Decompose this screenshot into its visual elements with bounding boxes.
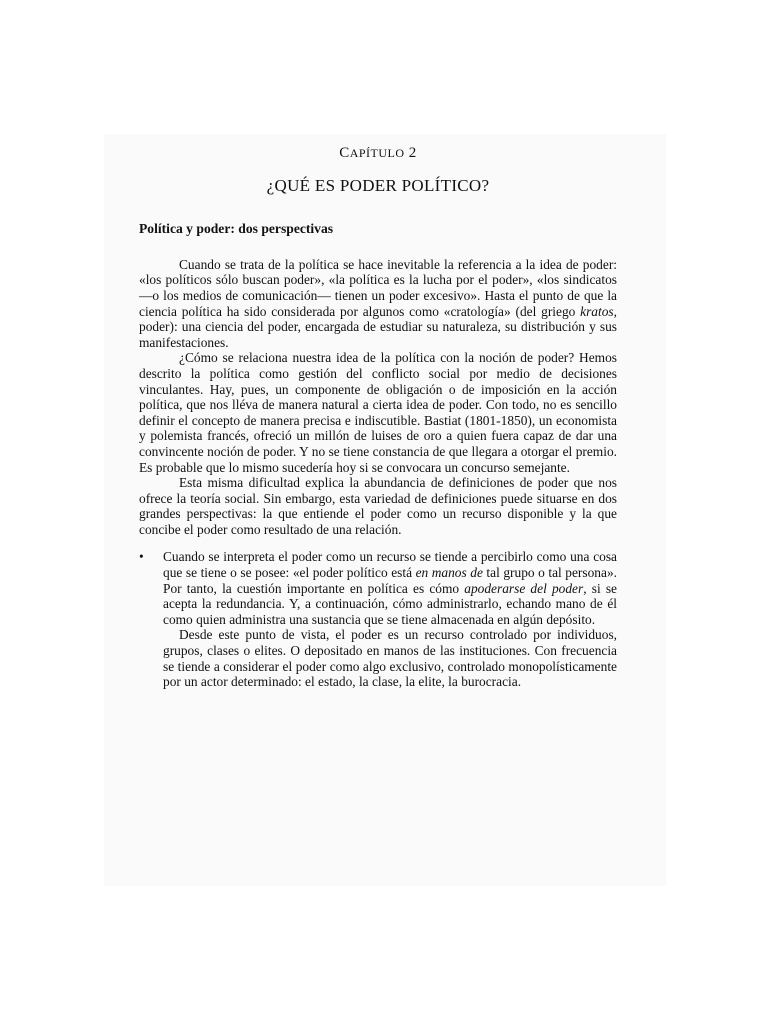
chapter-label	[139, 146, 617, 162]
page-text	[139, 140, 617, 690]
paragraph-1-end: , poder): una ciencia del poder, encargada de estudiar su naturaleza, su distribución y sus manifestaciones.	[139, 303, 617, 350]
bullet-paragraph-2: Desde este punto de vista, el poder es un recurso controlado por individuos, grupos, clases o elites. O depositado en manos de las instituciones. Con frecuencia se tiende a considerar el poder como algo exclusivo, controlado monopolísticamente por un actor determinado: el estado, la clase, la elite, la burocracia.	[163, 627, 617, 690]
paragraph-1-text: Cuando se trata de la política se hace inevitable la referencia a la idea de poder: «los políticos sólo buscan poder», «la política es la lucha por el poder», «los sindicatos —o los medios de comunicación— tienen un poder excesivo». Hasta el punto de que la ciencia política ha sido considerada por algunos como «cratología» (del griego	[139, 256, 617, 319]
bullet-italic-1: en manos de	[415, 565, 483, 581]
bullet-icon: •	[139, 549, 144, 565]
chapter-label-small: APÍTULO	[349, 146, 405, 160]
paragraph-3: Esta misma dificultad explica la abundancia de definiciones de poder que nos ofrece la teoría social. Sin embargo, esta variedad de definiciones puede situarse en dos grandes perspectivas: la que entiende el poder como un recurso disponible y la que concibe el poder como resultado de una relación.	[139, 475, 617, 537]
section-heading: Política y poder: dos perspectivas	[139, 221, 334, 237]
bullet-item	[139, 549, 617, 689]
bullet-text-b: tal grupo o tal persona». Por tanto, la cuestión importante en política es cómo	[163, 565, 617, 596]
bullet-paragraph-1	[163, 549, 617, 627]
bullet-italic-2: apoderarse del poder	[464, 580, 584, 596]
paragraph-2: ¿Cómo se relaciona nuestra idea de la política con la noción de poder? Hemos descrito la política como gestión del conflicto social por medio de decisiones vinculantes. Hay, pues, un componente de obligación o de imposición en la acción política, que nos lléva de manera natural a cierta idea de poder. Con todo, no es sencillo definir el concepto de manera precisa e indiscutible. Bastiat (1801-1850), un economista y polemista francés, ofreció un millón de luises de oro a quien fuera capaz de dar una convincente noción de poder. Y no se tiene constancia de que llegara a otorgar el premio. Es probable que lo mismo sucedería hoy si se convocara un concurso semejante.	[139, 350, 617, 475]
bullet-text-c: , si se acepta la redundancia. Y, a continuación, cómo administrarlo, echando mano de él como quien administra una sustancia que se tiene almacenada en algún depósito.	[163, 580, 617, 627]
paragraph-1	[139, 257, 617, 351]
bullet-text-a: Cuando se interpreta el poder como un recurso se tiende a percibirlo como una cosa que se tiene o se posee: «el poder político está	[163, 549, 617, 581]
chapter-title: ¿QUÉ ES PODER POLÍTICO?	[266, 175, 490, 195]
chapter-number: 2	[408, 145, 417, 161]
paragraph-1-italic: kratos	[580, 303, 614, 319]
chapter-label-cap: C	[339, 145, 350, 161]
